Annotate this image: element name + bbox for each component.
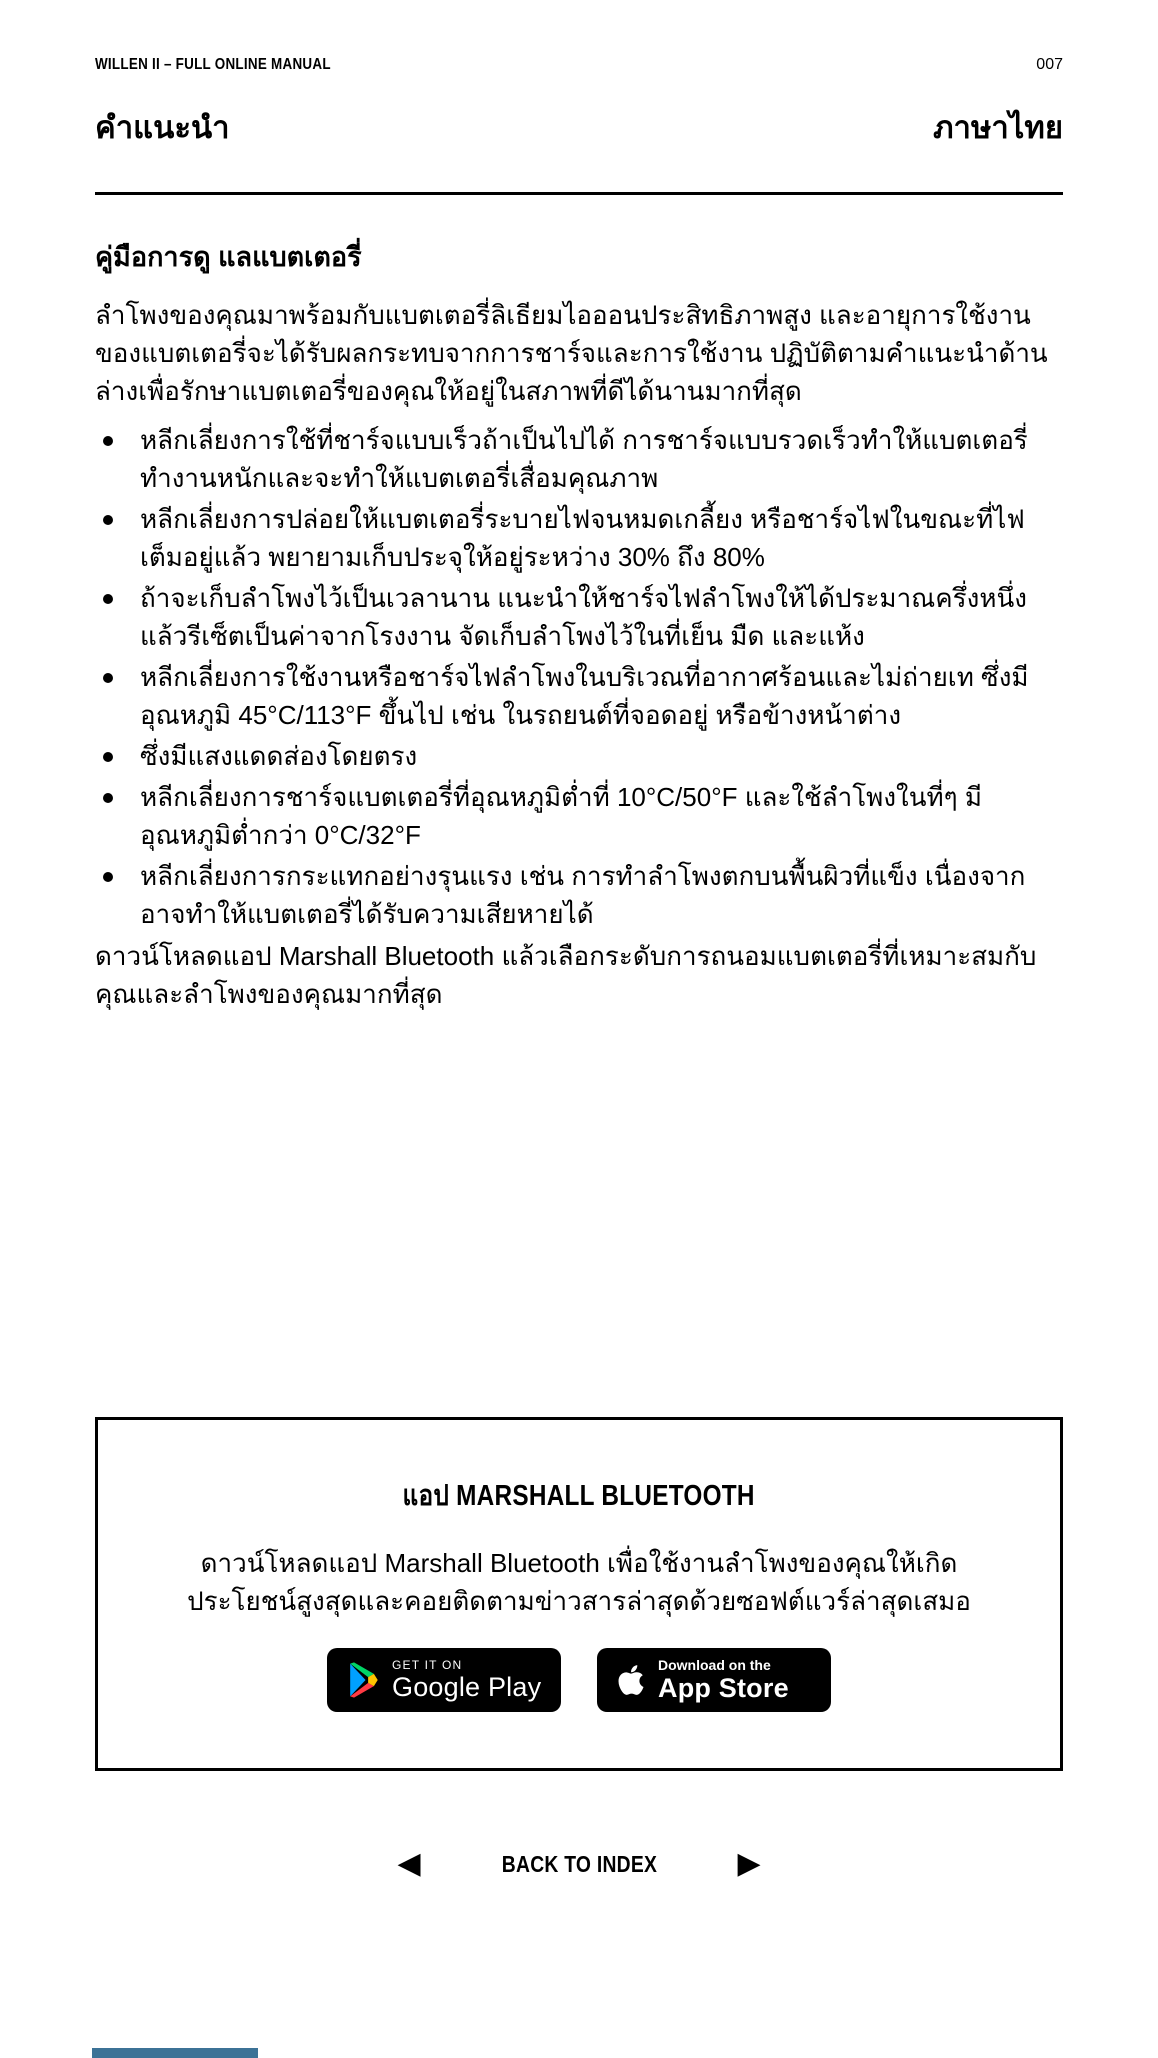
app-box-body: ดาวน์โหลดแอป Marshall Bluetooth เพื่อใช้งานลำโพงของคุณให้เกิดประโยชน์สูงสุดและคอยติดตามข่าวสารล่าสุดด้วยซอฟต์แวร์ล่าสุดเสมอ	[187, 1548, 971, 1616]
badge-tagline: Download on the	[658, 1657, 771, 1673]
list-item: หลีกเลี่ยงการใช้งานหรือชาร์จไฟลำโพงในบริเวณที่อากาศร้อนและไม่ถ่ายเท ซึ่งมีอุณหภูมิ 45°C/113°F ขึ้นไป เช่น ในรถยนต์ที่จอดอยู่ หรือข้างหน้าต่าง	[95, 658, 1063, 734]
app-store-badge[interactable]	[597, 1648, 831, 1712]
battery-tips-list	[95, 421, 1063, 933]
back-to-index-link[interactable]: BACK TO INDEX	[501, 1850, 657, 1877]
title-divider	[95, 192, 1063, 195]
title-bar	[95, 102, 1063, 152]
next-page-arrow-icon[interactable]: ▶	[737, 1846, 761, 1881]
store-badges	[98, 1648, 1060, 1712]
page-title: คำแนะนำ	[95, 110, 230, 145]
page-number: 007	[1036, 56, 1063, 73]
language-label: ภาษาไทย	[933, 110, 1063, 145]
bottom-blue-bar	[92, 2048, 258, 2058]
list-item: หลีกเลี่ยงการปล่อยให้แบตเตอรี่ระบายไฟจนหมดเกลี้ยง หรือชาร์จไฟในขณะที่ไฟเต็มอยู่แล้ว พยายามเก็บประจุให้อยู่ระหว่าง 30% ถึง 80%	[95, 500, 1063, 576]
list-item: หลีกเลี่ยงการชาร์จแบตเตอรี่ที่อุณหภูมิต่ำที่ 10°C/50°F และใช้ลำโพงในที่ๆ มีอุณหภูมิต่ำกว่า 0°C/32°F	[95, 778, 1063, 854]
list-item: ซึ่งมีแสงแดดส่องโดยตรง	[95, 737, 1063, 775]
google-play-icon	[347, 1662, 379, 1698]
page-header	[95, 56, 1063, 74]
section-heading: คู่มือการดู แลแบตเตอรี่	[95, 242, 362, 272]
list-item: ถ้าจะเก็บลำโพงไว้เป็นเวลานาน แนะนำให้ชาร์จไฟลำโพงให้ได้ประมาณครึ่งหนึ่ง แล้วรีเซ็ตเป็นค่าจากโรงงาน จัดเก็บลำโพงไว้ในที่เย็น มืด และแห้ง	[95, 579, 1063, 655]
app-promo-box	[95, 1417, 1063, 1771]
outro-paragraph: ดาวน์โหลดแอป Marshall Bluetooth แล้วเลือกระดับการถนอมแบตเตอรี่ที่เหมาะสมกับคุณและลำโพงของคุณมากที่สุด	[95, 941, 1037, 1009]
intro-paragraph: ลำโพงของคุณมาพร้อมกับแบตเตอรี่ลิเธียมไอออนประสิทธิภาพสูง และอายุการใช้งานของแบตเตอรี่จะได้รับผลกระทบจากการชาร์จและการใช้งาน ปฏิบัติตามคำแนะนำด้านล่างเพื่อรักษาแบตเตอรี่ของคุณให้อยู่ในสภาพที่ดีได้นานมากที่สุด	[95, 300, 1048, 406]
page-footer	[95, 1846, 1063, 1881]
apple-icon	[617, 1663, 645, 1697]
list-item: หลีกเลี่ยงการใช้ที่ชาร์จแบบเร็วถ้าเป็นไปได้ การชาร์จแบบรวดเร็วทำให้แบตเตอรี่ทำงานหนักและจะทำให้แบตเตอรี่เสื่อมคุณภาพ	[95, 421, 1063, 497]
badge-store-name: App Store	[658, 1673, 789, 1703]
google-play-badge[interactable]	[327, 1648, 561, 1712]
badge-tagline: GET IT ON	[392, 1658, 463, 1672]
list-item: หลีกเลี่ยงการกระแทกอย่างรุนแรง เช่น การทำลำโพงตกบนพื้นผิวที่แข็ง เนื่องจากอาจทำให้แบตเตอรี่ได้รับความเสียหายได้	[95, 857, 1063, 933]
app-box-heading: แอป MARSHALL BLUETOOTH	[402, 1480, 756, 1512]
previous-page-arrow-icon[interactable]: ◀	[397, 1846, 421, 1881]
badge-store-name: Google Play	[392, 1672, 542, 1702]
manual-title: WILLEN II – FULL ONLINE MANUAL	[95, 56, 331, 73]
